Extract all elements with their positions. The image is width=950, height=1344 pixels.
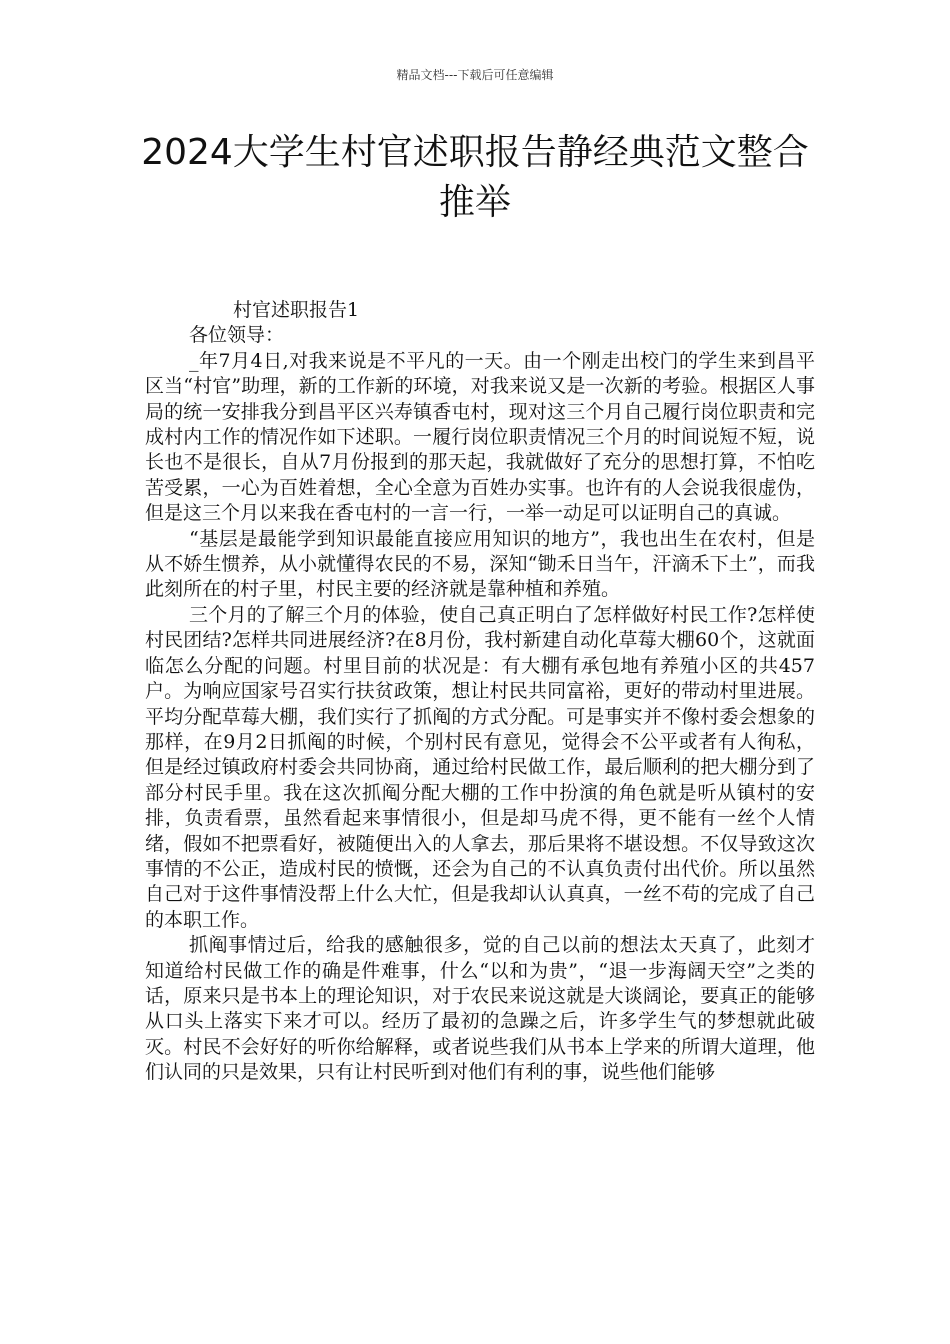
paragraph-4: 抓阄事情过后，给我的感触很多，觉的自己以前的想法太天真了，此刻才知道给村民做工作的确是件难事，什么“以和为贵”，“退一步海阔天空”之类的话，原来只是书本上的理论知识，对于农民来说这就是大谈阔论，要真正的能够从口头上落实下来才可以。经历了最初的急躁之后，许多学生气的梦想就此破灭。村民不会好好的听你给解释，或者说些我们从书本上学来的所谓大道理，他们认同的只是效果，只有让村民听到对他们有利的事，说些他们能够 xyxy=(145,934,815,1084)
paragraph-1: _年7月4日,对我来说是不平凡的一天。由一个刚走出校门的学生来到昌平区当“村官”助理，新的工作新的环境，对我来说又是一次新的考验。根据区人事局的统一安排我分到昌平区兴寿镇香屯村，现对这三个月自己履行岗位职责和完成村内工作的情况作如下述职。一履行岗位职责情况三个月的时间说短不短，说长也不是很长，自从7月份报到的那天起，我就做好了充分的思想打算，不怕吃苦受累，一心为百姓着想，全心全意为百姓办实事。也许有的人会说我很虚伪，但是这三个月以来我在香屯村的一言一行，一举一动足可以证明自己的真诚。 xyxy=(145,349,815,525)
report-heading: 村官述职报告1 xyxy=(233,299,360,321)
paragraph-3: 三个月的了解三个月的体验，使自己真正明白了怎样做好村民工作?怎样使村民团结?怎样共同进展经济?在8月份，我村新建自动化草莓大棚60个，这就面临怎么分配的问题。村里目前的状况是：有大棚有承包地有养殖小区的共457户。为响应国家号召实行扶贫政策，想让村民共同富裕，更好的带动村里进展。平均分配草莓大棚，我们实行了抓阄的方式分配。可是事实并不像村委会想象的那样，在9月2日抓阄的时候，个别村民有意见，觉得会不公平或者有人徇私，但是经过镇政府村委会共同协商，通过给村民做工作，最后顺利的把大棚分到了部分村民手里。我在这次抓阄分配大棚的工作中扮演的角色就是听从镇村的安排，负责看票，虽然看起来事情很小，但是却马虎不得，更不能有一丝个人情绪，假如不把票看好，被随便出入的人拿去，那后果将不堪设想。不仅导致这次事情的不公正，造成村民的愤慨，还会为自己的不认真负责付出代价。所以虽然自己对于这件事情没帮上什么大忙，但是我却认认真真，一丝不苟的完成了自己的本职工作。 xyxy=(145,603,815,931)
paragraph-2: “基层是最能学到知识最能直接应用知识的地方”，我也出生在农村，但是从不娇生惯养，从小就懂得农民的不易，深知“锄禾日当午，汗滴禾下土”，而我此刻所在的村子里，村民主要的经济就是靠种植和养殖。 xyxy=(145,527,815,601)
document-body xyxy=(145,298,815,1086)
salutation: 各位领导： xyxy=(189,324,285,347)
document-title: 2024大学生村官述职报告静经典范文整合推举 xyxy=(141,132,809,223)
header-note: 精品文档---下载后可任意编辑 xyxy=(396,68,554,82)
